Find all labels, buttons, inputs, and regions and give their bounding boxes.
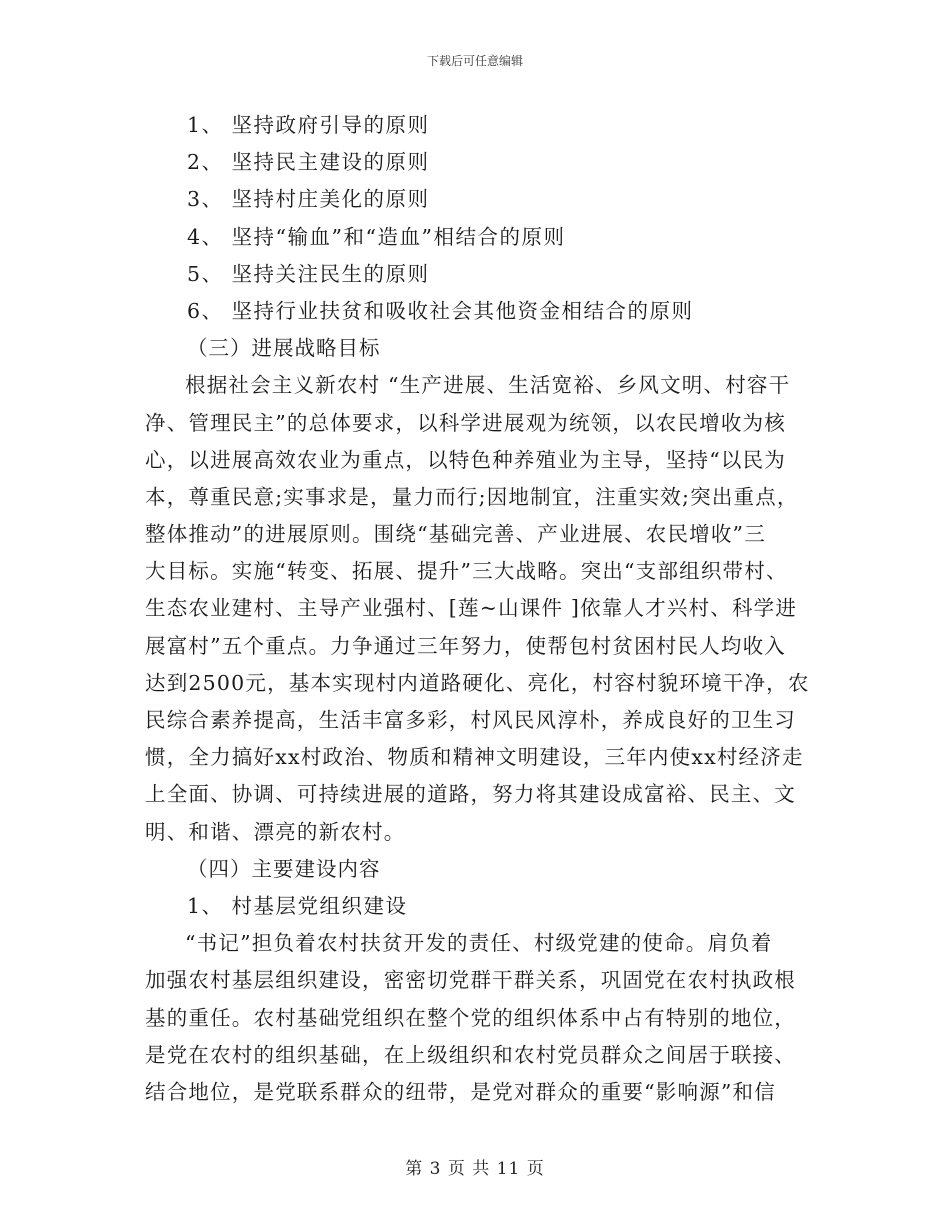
page-header: 下载后可任意编辑 [426,54,523,68]
list-item: 4、 坚持“输血”和“造血”相结合的原则 [187,224,566,249]
paragraph-line: 上全面、协调、可持续进展的道路，努力将其建设成富裕、民主、文 [145,782,796,807]
paragraph-line: 净、管理民主”的总体要求，以科学进展观为统领，以农民增收为核 [145,410,786,435]
paragraph-line: 心，以进展高效农业为重点，以特色种养殖业为主导，坚持“以民为 [145,447,786,472]
page-footer: 第 3 页 共 11 页 [405,1159,545,1179]
paragraph-line: 民综合素养提高，生活丰富多彩，村风民风淳朴，养成良好的卫生习 [145,708,796,732]
list-item: 6、 坚持行业扶贫和吸收社会其他资金相结合的原则 [187,298,694,323]
section4-paragraph [145,925,810,1111]
paragraph-line: 达到2500元，基本实现村内道路硬化、亮化，村容村貌环境干净，农 [145,670,810,695]
paragraph-line: 大目标。实施“转变、拓展、提升”三大战略。突出“支部组织带村、 [145,559,788,584]
paragraph-line: 本，尊重民意;实事求是，量力而行;因地制宜，注重实效;突出重点， [145,484,799,509]
paragraph-line: “书记”担负着农村扶贫开发的责任、村级党建的使命。肩负着 [185,931,773,956]
paragraph-line: 基的重任。农村基础党组织在整个党的组织体系中占有特别的地位， [145,1005,796,1030]
paragraph-line: 生态农业建村、主导产业强村、[莲~山课件 ]依靠人才兴村、科学进 [145,596,798,621]
principles-list [145,107,810,330]
subsection-heading: 1、 村基层党组织建设 [187,893,408,918]
paragraph-line: 加强农村基层组织建设，密密切党群干群关系，巩固党在农村执政根 [145,968,796,993]
paragraph-line: 是党在农村的组织基础，在上级组织和农村党员群众之间居于联接、 [145,1042,796,1067]
list-item: 2、 坚持民主建设的原则 [187,150,430,175]
section-heading-3: （三）进展战略目标 [187,336,381,361]
paragraph-line: 根据社会主义新农村 “生产进展、生活宽裕、乡风文明、村容干 [185,373,791,398]
list-item: 1、 坚持政府引导的原则 [187,113,430,137]
list-item: 5、 坚持关注民生的原则 [187,261,430,286]
section3-paragraph [145,367,810,850]
document-body [145,107,810,1111]
paragraph-line: 整体推动”的进展原则。围绕“基础完善、产业进展、农民增收”三 [145,522,766,547]
section-heading-4: （四）主要建设内容 [187,856,381,881]
paragraph-line: 惯，全力搞好xx村政治、物质和精神文明建设，三年内使xx村经济走 [145,745,804,770]
paragraph-line: 明、和谐、漂亮的新农村。 [145,819,406,844]
list-item: 3、 坚持村庄美化的原则 [187,187,430,212]
paragraph-line: 结合地位，是党联系群众的纽带，是党对群众的重要“影响源”和信 [145,1079,776,1104]
paragraph-line: 展富村”五个重点。力争通过三年努力，使帮包村贫困村民人均收入 [145,633,786,658]
